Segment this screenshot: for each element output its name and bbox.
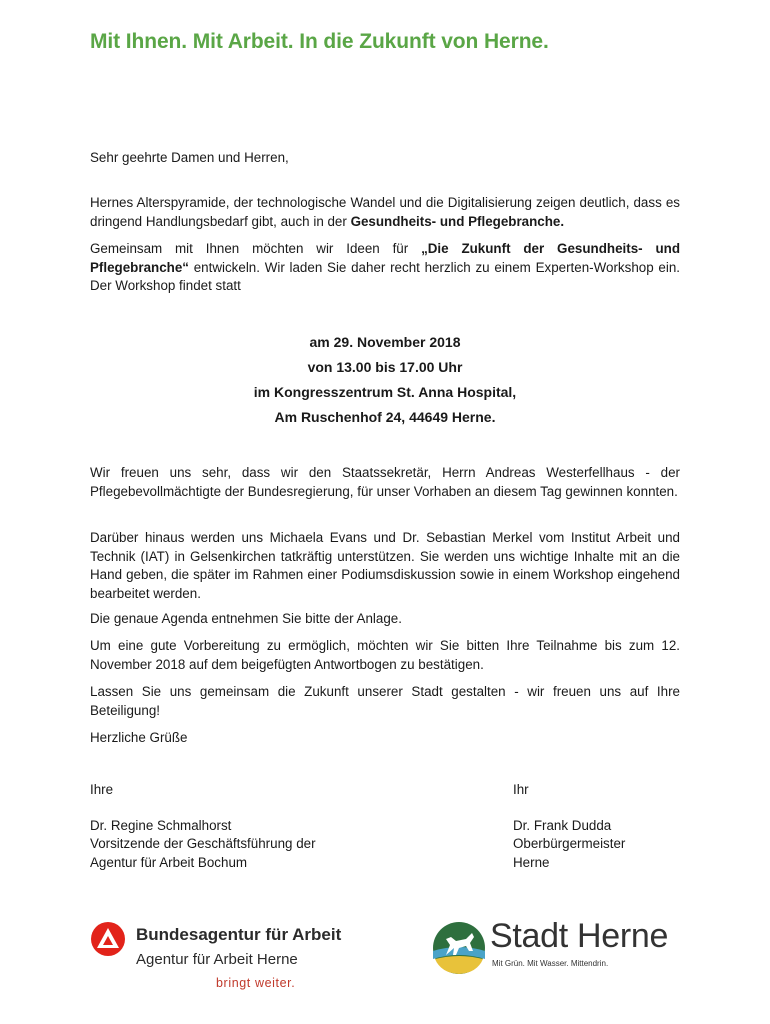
bundesagentur-logo <box>90 915 350 995</box>
stadt-herne-logo <box>432 915 682 985</box>
paragraph-guest: Wir freuen uns sehr, dass wir den Staatssekretär, Herrn Andreas Westerfellhaus - der Pflegebevollmächtigte der Bundesregierung, für unser Vorhaben an diesem Tag gewinnen konnten. <box>90 465 680 499</box>
signatory-organization: Agentur für Arbeit Bochum <box>90 854 248 870</box>
event-venue: im Kongresszentrum St. Anna Hospital, <box>253 384 517 400</box>
ba-logo-icon <box>90 921 126 957</box>
highlight-branche: Gesundheits- und Pflegebranche. <box>350 213 565 229</box>
ba-logo-title: Bundesagentur für Arbeit <box>136 925 342 944</box>
motto-heading: Mit Ihnen. Mit Arbeit. In die Zukunft von Herne. <box>90 30 549 53</box>
paragraph-support: Darüber hinaus werden uns Michaela Evans und Dr. Sebastian Merkel vom Institut Arbeit und Technik (IAT) in Gelsenkirchen tatkräftig unterstützen. Sie werden uns wichtige Inhalte mit an die Hand geben, die später im Rahmen einer Podiumsdiskussion sowie in einem Workshop eingehend bearbeitet werden. <box>90 530 680 601</box>
signature-greeting: Ihre <box>90 782 114 797</box>
paragraph-invitation: Gemeinsam mit Ihnen möchten wir Ideen für „Die Zukunft der Gesundheits- und Pflegebranche“ entwickeln. Wir laden Sie daher recht herzlich zu einem Experten-Workshop ein. Der Workshop findet statt <box>90 241 680 293</box>
signature-right <box>513 781 625 872</box>
event-time: von 13.00 bis 17.00 Uhr <box>307 359 463 375</box>
paragraph-intro: Hernes Alterspyramide, der technologische Wandel und die Digitalisierung zeigen deutlich, dass es dringend Handlungsbedarf gibt, auch in der Gesundheits- und Pflegebranche. <box>90 195 680 229</box>
event-details <box>90 332 680 432</box>
herne-logo-title: Stadt Herne <box>490 917 669 955</box>
salutation: Sehr geehrte Damen und Herren, <box>90 150 289 165</box>
ba-logo-subtitle: Agentur für Arbeit Herne <box>136 951 298 968</box>
closing-greeting: Herzliche Grüße <box>90 730 188 745</box>
signatory-name: Dr. Frank Dudda <box>513 817 612 833</box>
signature-greeting: Ihr <box>513 782 529 797</box>
signatory-role: Oberbürgermeister <box>513 836 626 851</box>
signatory-name: Dr. Regine Schmalhorst <box>90 817 232 833</box>
workshop-title: „Die Zukunft der Gesundheits- und Pflegebranche“ <box>90 241 680 275</box>
herne-horse-emblem-icon <box>432 921 486 975</box>
signature-left <box>90 781 316 872</box>
event-date: am 29. November 2018 <box>309 334 461 350</box>
signatory-organization: Herne <box>513 854 550 870</box>
ba-logo-slogan: bringt weiter. <box>216 976 296 990</box>
herne-logo-subtitle: Mit Grün. Mit Wasser. Mittendrin. <box>492 959 609 968</box>
event-address: Am Ruschenhof 24, 44649 Herne. <box>274 409 496 425</box>
paragraph-closing-appeal: Lassen Sie uns gemeinsam die Zukunft unserer Stadt gestalten - wir freuen uns auf Ihre Beteiligung! <box>90 684 680 718</box>
signatory-role: Vorsitzende der Geschäftsführung der <box>90 836 316 851</box>
paragraph-registration: Um eine gute Vorbereitung zu ermöglich, möchten wir Sie bitten Ihre Teilnahme bis zum 12. November 2018 auf dem beigefügten Antwortbogen zu bestätigen. <box>90 638 680 672</box>
paragraph-agenda: Die genaue Agenda entnehmen Sie bitte der Anlage. <box>90 611 402 626</box>
